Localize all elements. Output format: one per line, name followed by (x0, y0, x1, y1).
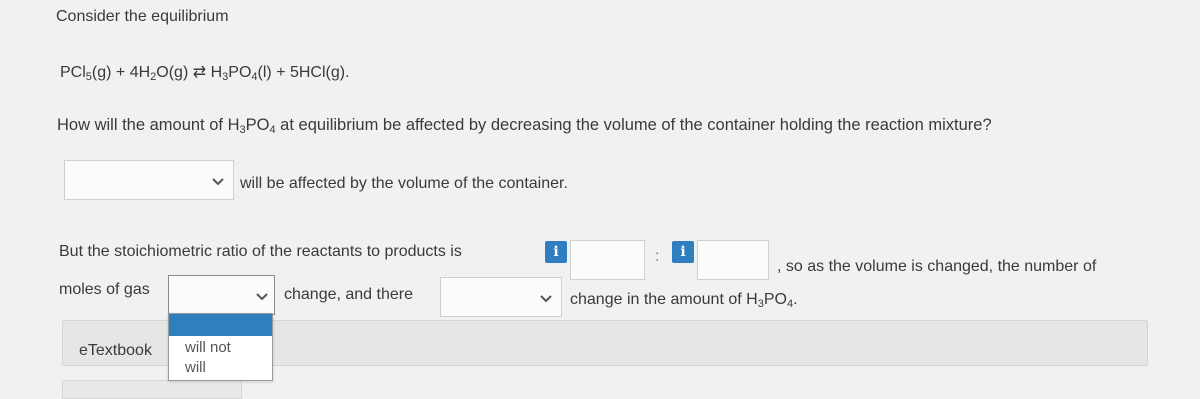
moles-change-select[interactable] (168, 275, 275, 315)
ratio-text: But the stoichiometric ratio of the reactants to products is (59, 243, 462, 260)
reactant-ratio-input[interactable] (570, 240, 645, 280)
effect-select[interactable] (64, 160, 234, 200)
info-icon[interactable]: i (672, 241, 694, 263)
info-icon[interactable]: i (545, 241, 567, 263)
equilibrium-equation: $PCl_5(g) + 4H_2O(g)$ ⇄ $H_3PO_4(l) + 5HCl(g)$. (60, 64, 350, 83)
moles-of-gas-text: moles of gas (59, 281, 150, 298)
question-text: How will the amount of $H_3PO_4$ at equilibrium be affected by decreasing the volume of the container holding the reaction mixture? (57, 116, 992, 136)
dropdown-option-will-not[interactable]: will not (185, 339, 231, 356)
line2-after-text: , so as the volume is changed, the number of (777, 258, 1097, 275)
ratio-colon: : (655, 248, 660, 265)
line3-end-text: change in the amount of $H_3PO_4$. (570, 291, 798, 310)
chevron-down-icon (255, 292, 269, 302)
line1-text: will be affected by the volume of the container. (240, 175, 568, 192)
chevron-down-icon (211, 177, 225, 187)
etextbook-label[interactable]: eTextbook (79, 342, 152, 359)
change-and-there-text: change, and there (284, 286, 413, 303)
bottom-strip (62, 380, 242, 399)
moles-change-dropdown[interactable] (168, 313, 273, 381)
dropdown-highlight-option[interactable] (169, 314, 272, 336)
chevron-down-icon (539, 294, 553, 304)
dropdown-option-will[interactable]: will (185, 359, 206, 376)
equilibrium-arrow: ⇄ (192, 64, 207, 81)
intro-text: Consider the equilibrium (56, 8, 229, 25)
product-ratio-input[interactable] (697, 240, 769, 280)
amount-change-select[interactable] (440, 277, 562, 317)
